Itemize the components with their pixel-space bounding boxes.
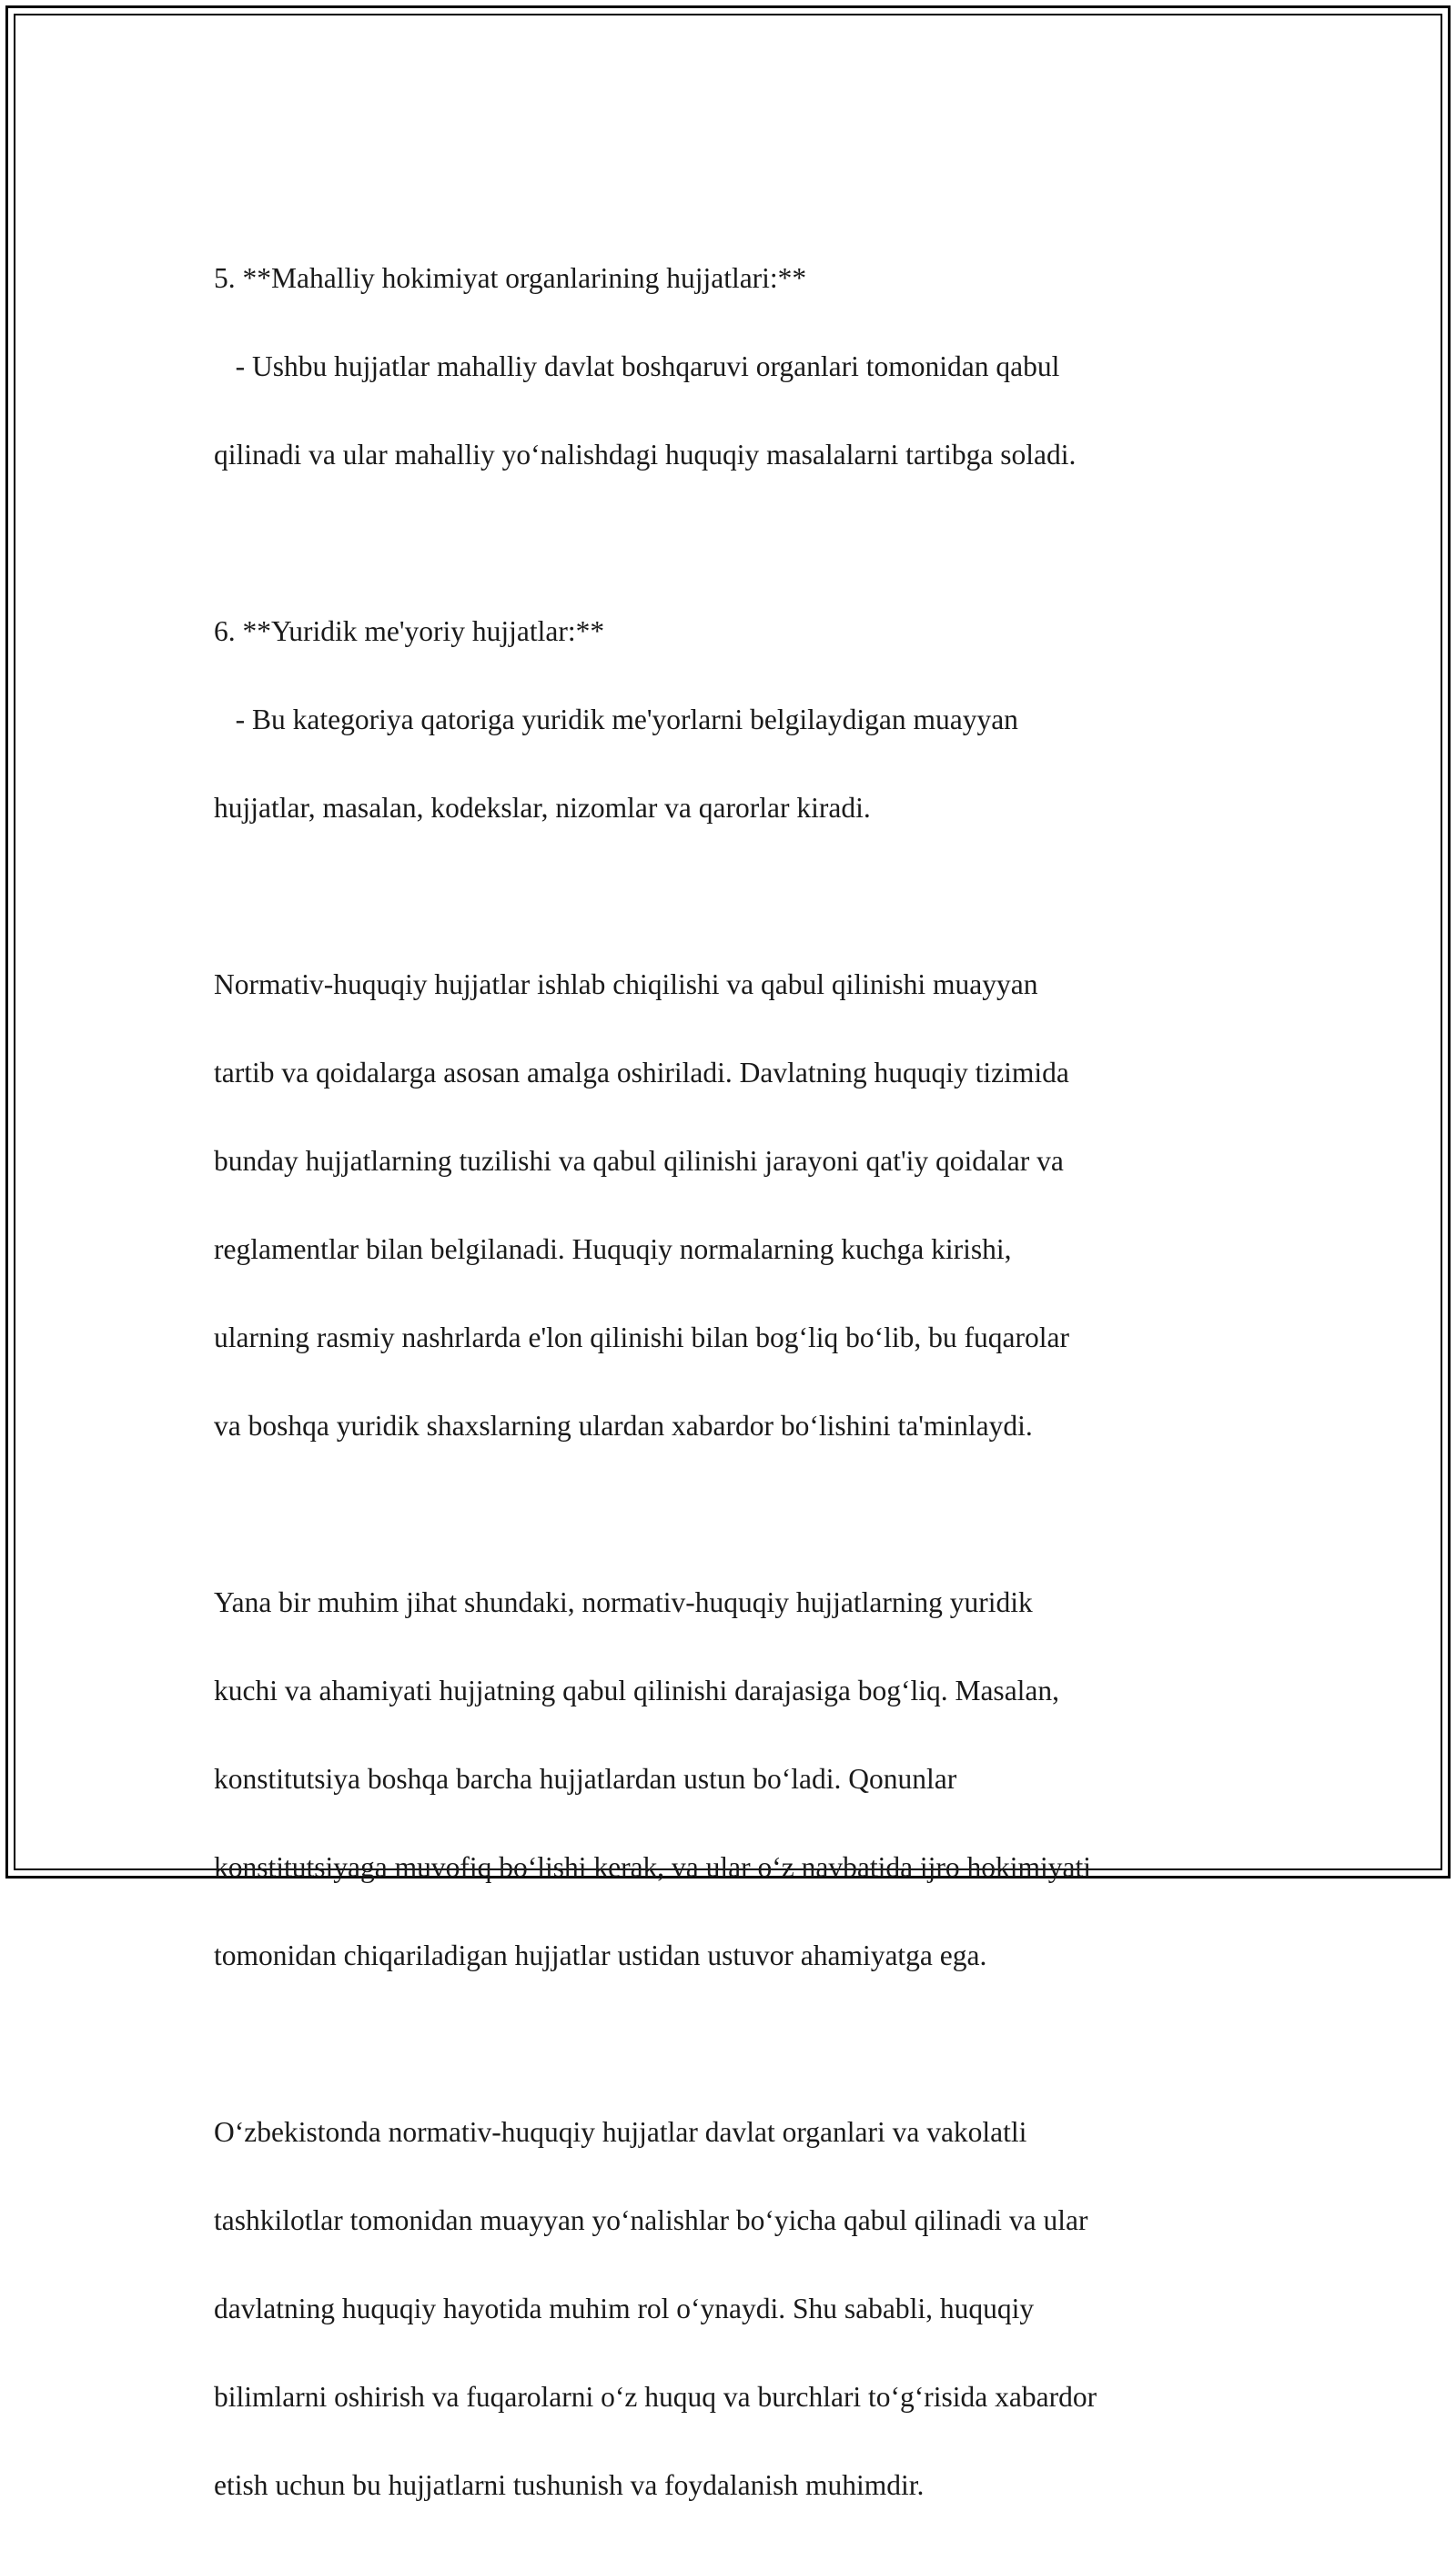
paragraph-line: davlatning huquqiy hayotida muhim rol o‘ynaydi. Shu sababli, huquqiy — [214, 2292, 1035, 2324]
list-item-text: - Bu kategoriya qatoriga yuridik me'yorlarni belgilaydigan muayyan — [214, 703, 1018, 735]
list-item-text: hujjatlar, masalan, kodekslar, nizomlar va qarorlar kiradi. — [214, 791, 871, 824]
paragraph-line: kuchi va ahamiyati hujjatning qabul qilinishi darajasiga bog‘liq. Masalan, — [214, 1674, 1060, 1706]
paragraph-line: Normativ-huquqiy hujjatlar ishlab chiqilishi va qabul qilinishi muayyan — [214, 967, 1038, 1000]
paragraph-line: bilimlarni oshirish va fuqarolarni o‘z huquq va burchlari to‘g‘risida xabardor — [214, 2380, 1097, 2413]
list-item-6 — [214, 565, 1251, 875]
list-item-heading: 6. **Yuridik me'yoriy hujjatlar:** — [214, 614, 605, 647]
paragraph-line: Yana bir muhim jihat shundaki, normativ-huquqiy hujjatlarning yuridik — [214, 1585, 1033, 1618]
list-item-5 — [214, 212, 1251, 522]
paragraph-line: tartib va qoidalarga asosan amalga oshiriladi. Davlatning huquqiy tizimida — [214, 1056, 1069, 1089]
paragraph-line: etish uchun bu hujjatlarni tushunish va foydalanish muhimdir. — [214, 2468, 925, 2501]
paragraph-line: konstitutsiyaga muvofiq bo‘lishi kerak, va ular o‘z navbatida ijro hokimiyati — [214, 1850, 1092, 1883]
list-item-text: qilinadi va ular mahalliy yo‘nalishdagi huquqiy masalalarni tartibga soladi. — [214, 438, 1077, 471]
paragraph-line: ularning rasmiy nashrlarda e'lon qilinishi bilan bog‘liq bo‘lib, bu fuqarolar — [214, 1321, 1069, 1353]
paragraph-line: tashkilotlar tomonidan muayyan yo‘nalishlar bo‘yicha qabul qilinadi va ular — [214, 2203, 1088, 2236]
paragraph-line: O‘zbekistonda normativ-huquqiy hujjatlar davlat organlari va vakolatli — [214, 2115, 1027, 2148]
list-item-text: - Ushbu hujjatlar mahalliy davlat boshqaruvi organlari tomonidan qabul — [214, 349, 1060, 382]
paragraph-line: tomonidan chiqariladigan hujjatlar ustidan ustuvor ahamiyatga ega. — [214, 1939, 987, 1971]
paragraph-line: reglamentlar bilan belgilanadi. Huquqiy normalarning kuchga kirishi, — [214, 1232, 1012, 1265]
paragraph-ozbekistonda — [214, 2066, 1251, 2552]
list-item-heading: 5. **Mahalliy hokimiyat organlarining hujjatlari:** — [214, 261, 807, 294]
paragraph-line: bunday hujjatlarning tuzilishi va qabul qilinishi jarayoni qat'iy qoidalar va — [214, 1144, 1064, 1177]
document-body — [214, 212, 1251, 2552]
paragraph-yana — [214, 1536, 1251, 2022]
paragraph-line: va boshqa yuridik shaxslarning ulardan xabardor bo‘lishini ta'minlaydi. — [214, 1409, 1033, 1442]
paragraph-line: konstitutsiya boshqa barcha hujjatlardan ustun bo‘ladi. Qonunlar — [214, 1762, 957, 1795]
paragraph-normativ — [214, 918, 1251, 1493]
